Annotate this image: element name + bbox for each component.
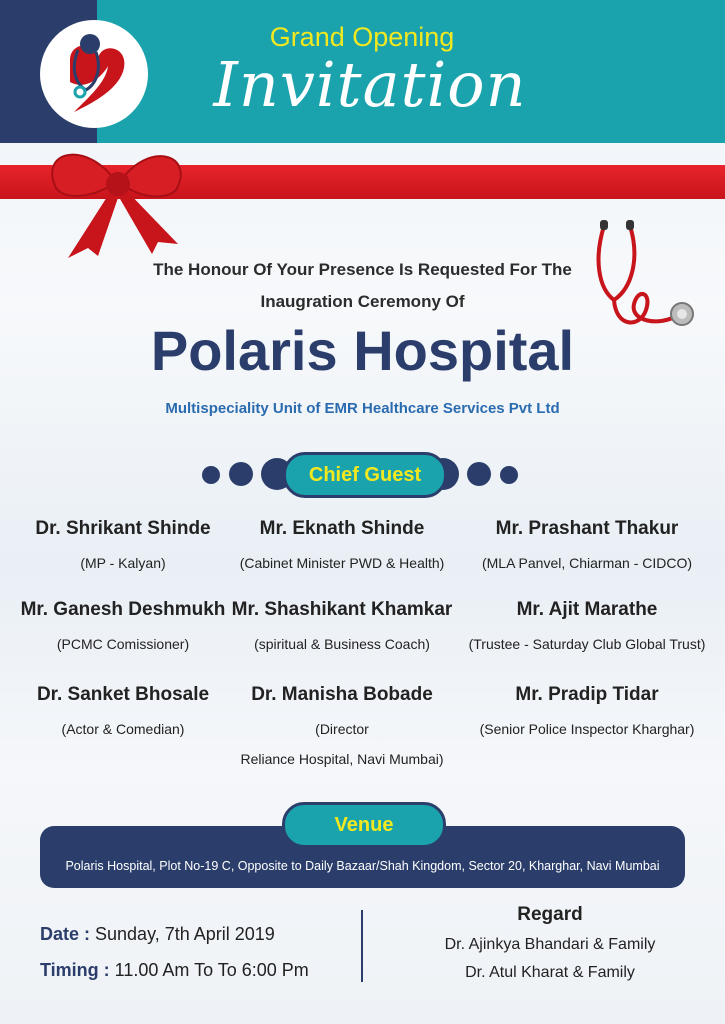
guest-name: Dr. Manisha Bobade [251, 684, 433, 705]
guest-card [462, 518, 712, 576]
guest-card [462, 684, 712, 742]
chief-guest-heading: Chief Guest [283, 452, 447, 498]
guest-card [462, 599, 712, 657]
date-value: Sunday, 7th April 2019 [90, 924, 275, 944]
venue-heading: Venue [282, 802, 446, 848]
intro-line-1: The Honour Of Your Presence Is Requested For The [153, 260, 572, 279]
guest-role: (spiritual & Business Coach) [254, 636, 430, 652]
guest-card [227, 684, 457, 772]
decor-dot [467, 462, 491, 486]
venue-address: Polaris Hospital, Plot No-19 C, Opposite to Daily Bazaar/Shah Kingdom, Sector 20, Kharghar, Navi Mumbai [65, 859, 660, 873]
guest-card [18, 599, 228, 657]
guest-role: (MP - Kalyan) [80, 555, 166, 571]
hospital-subtitle: Multispeciality Unit of EMR Healthcare Services Pvt Ltd [165, 400, 560, 417]
hospital-name: Polaris Hospital [150, 319, 575, 382]
guest-name: Mr. Pradip Tidar [515, 684, 659, 705]
invitation-intro [90, 254, 635, 318]
guest-role: (Senior Police Inspector Kharghar) [479, 721, 695, 737]
regards-line: Dr. Ajinkya Bhandari & Family [444, 936, 656, 953]
guest-role: (MLA Panvel, Chiarman - CIDCO) [481, 555, 693, 571]
guest-name: Dr. Shrikant Shinde [35, 518, 211, 539]
guest-card [18, 684, 228, 742]
guest-role: (Actor & Comedian) [61, 721, 185, 737]
guest-card [227, 518, 457, 576]
decor-dot [229, 462, 253, 486]
guest-name: Dr. Sanket Bhosale [36, 684, 210, 705]
invitation-title: Invitation [213, 48, 527, 121]
intro-line-2: Inaugration Ceremony Of [260, 292, 465, 311]
regards-block [420, 904, 680, 982]
guest-name: Mr. Shashikant Khamkar [231, 599, 453, 620]
guest-role: (Trustee - Saturday Club Global Trust) [468, 636, 706, 652]
grand-opening-text: Grand Opening [269, 22, 455, 52]
timing-line [40, 960, 309, 981]
guest-role: (Director [315, 721, 369, 737]
date-line [40, 924, 275, 945]
guest-role: (Cabinet Minister PWD & Health) [239, 555, 445, 571]
decor-dot [500, 466, 518, 484]
guest-name: Mr. Ajit Marathe [516, 599, 658, 620]
decor-dot [202, 466, 220, 484]
date-label: Date : [40, 924, 91, 944]
guest-name: Mr. Eknath Shinde [259, 518, 425, 539]
guest-name: Mr. Prashant Thakur [495, 518, 679, 539]
guest-role: (PCMC Comissioner) [56, 636, 190, 652]
guest-role-line-2: Reliance Hospital, Navi Mumbai) [240, 751, 444, 767]
regards-line: Dr. Atul Kharat & Family [465, 964, 635, 981]
timing-label: Timing : [40, 960, 110, 980]
guest-card [227, 599, 457, 657]
guest-name: Mr. Ganesh Deshmukh [20, 599, 226, 620]
divider [361, 910, 363, 982]
timing-value: 11.00 Am To To 6:00 Pm [109, 960, 309, 980]
red-ribbon-bow-icon [28, 140, 198, 260]
guest-card [18, 518, 228, 576]
regards-title: Regard [517, 904, 583, 925]
